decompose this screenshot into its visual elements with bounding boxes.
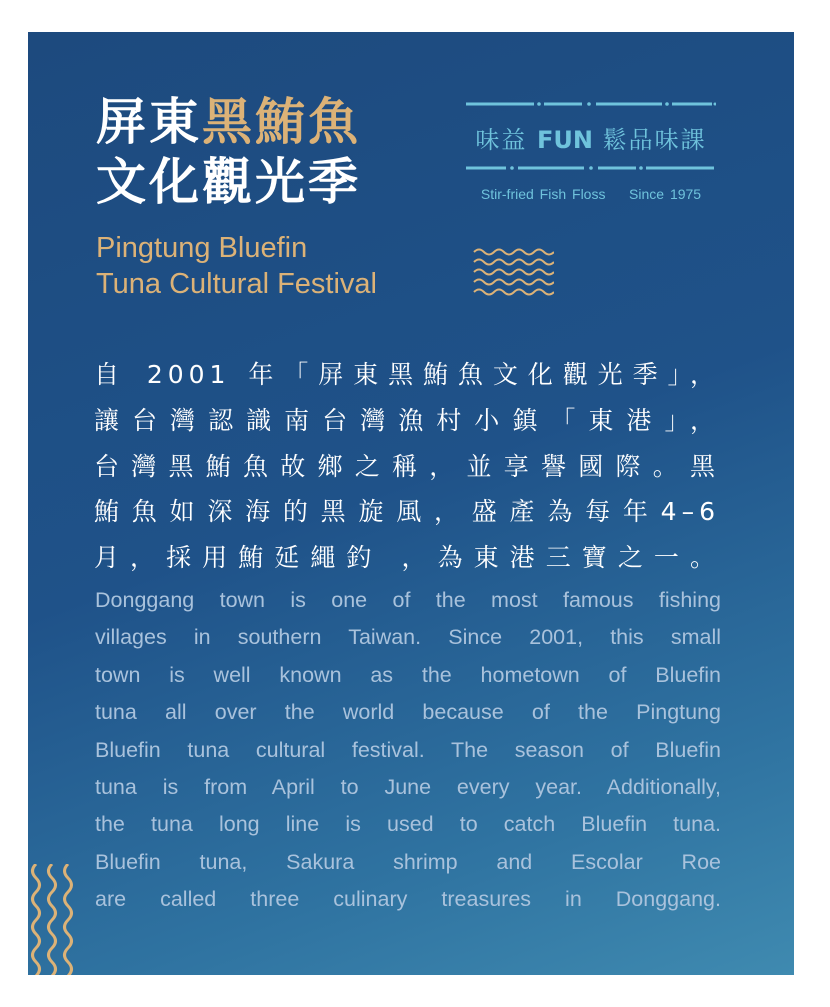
- english-description-line: the tuna long line is used to catch Bluefin tuna.: [95, 812, 721, 837]
- chinese-description-line: 自 2001 年「屏東黑鮪魚文化觀光季」，: [94, 360, 720, 389]
- chinese-description-line: 台灣黑鮪魚故鄉之稱，並享譽國際。黑: [94, 451, 720, 481]
- chinese-description: [94, 352, 720, 581]
- english-description-line: Donggang town is one of the most famous fishing: [95, 588, 721, 612]
- festival-card: [28, 32, 794, 975]
- chinese-description-line: 鮪魚如深海的黑旋風，盛產為每年4–6: [94, 497, 720, 527]
- english-description-line: town is well known as the hometown of Bluefin: [95, 662, 721, 687]
- vertical-wave-lines-icon: [28, 864, 76, 975]
- english-description: [95, 582, 721, 919]
- chinese-title-line-2: 文化觀光季: [96, 153, 361, 211]
- english-description-line: are called three culinary treasures in Donggang.: [95, 887, 721, 912]
- chinese-title: [96, 92, 361, 212]
- brand-logo: [466, 96, 716, 208]
- english-description-line: Bluefin tuna cultural festival. The season of Bluefin: [95, 737, 721, 762]
- chinese-description-line: 讓台灣認識南台灣漁村小鎮「東港」，: [94, 405, 720, 435]
- brand-name: 味益 FUN 鬆品味課: [475, 126, 707, 154]
- english-title-line-2: Tuna Cultural Festival: [96, 268, 377, 300]
- english-description-line: villages in southern Taiwan. Since 2001, this small: [95, 625, 721, 650]
- chinese-description-line: 月，採用鮪延繩釣 ，為東港三寶之一。: [94, 543, 720, 573]
- english-description-line: tuna all over the world because of the Pingtung: [95, 700, 721, 725]
- logo-bottom-rule: [466, 164, 716, 172]
- wave-lines-icon: [472, 246, 554, 298]
- logo-top-rule: [466, 100, 716, 108]
- english-description-line: Bluefin tuna, Sakura shrimp and Escolar Roe: [95, 849, 721, 874]
- english-title-line-1: Pingtung Bluefin: [96, 232, 308, 264]
- english-description-line: tuna is from April to June every year. Additionally,: [95, 775, 721, 800]
- brand-tagline: Stir-fried Fish Floss Since 1975: [480, 186, 702, 202]
- english-title: [96, 230, 377, 302]
- chinese-title-accent: 黑鮪魚: [202, 93, 361, 151]
- chinese-title-line-1: 屏東黑鮪魚: [96, 93, 361, 151]
